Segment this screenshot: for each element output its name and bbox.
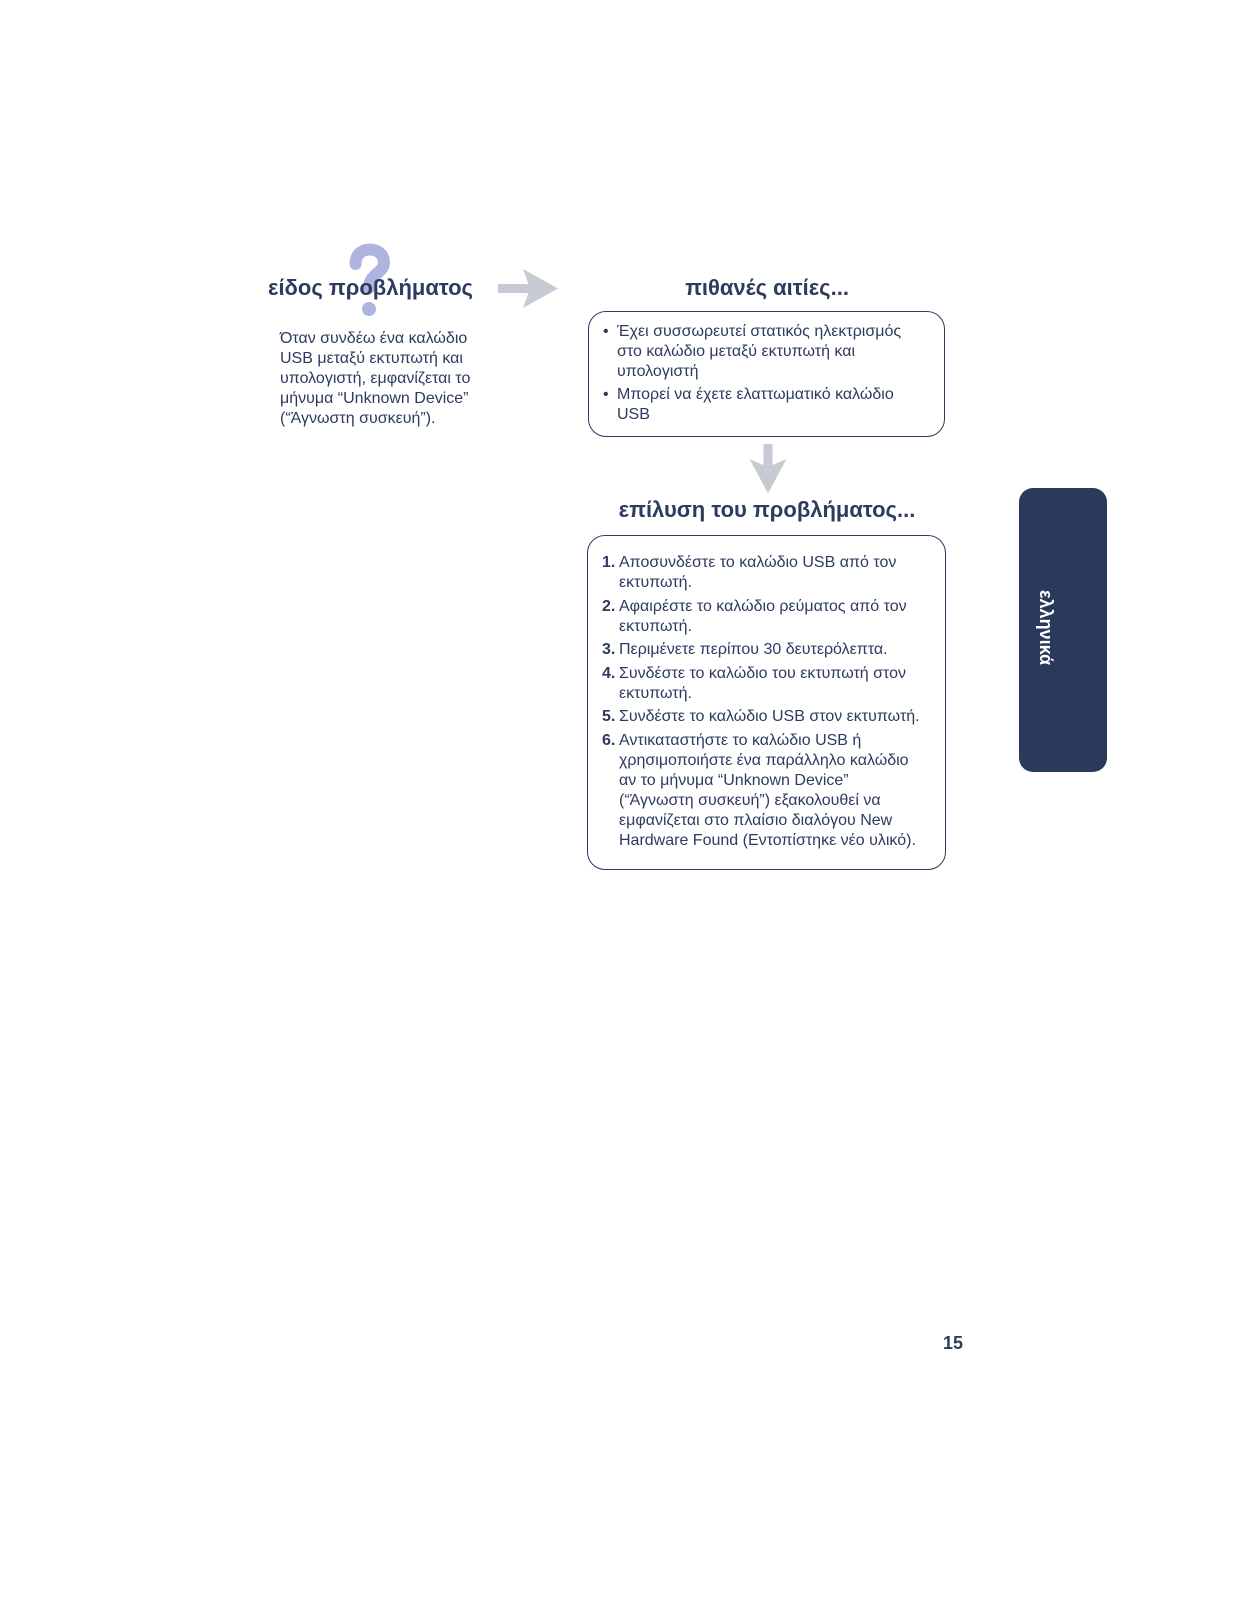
- bullet: •: [603, 386, 609, 403]
- step-line: εκτυπωτή.: [619, 617, 692, 635]
- solution-box: [587, 535, 946, 870]
- description-line: μήνυμα “Unknown Device”: [280, 390, 469, 407]
- step-line: εκτυπωτή.: [619, 684, 692, 702]
- solution-step: [602, 597, 945, 637]
- step-line: Συνδέστε το καλώδιο USB στον εκτυπωτή.: [619, 708, 920, 725]
- step-text: [619, 553, 896, 593]
- arrow-right-icon: [497, 268, 559, 308]
- language-tab-label: ελληνικά: [1036, 590, 1056, 666]
- step-text: [619, 731, 916, 851]
- step-text: [619, 664, 906, 704]
- cause-line: υπολογιστή: [617, 363, 699, 380]
- solution-step: [602, 553, 945, 593]
- cause-text: [617, 322, 901, 382]
- causes-heading: πιθανές αιτίες...: [685, 275, 849, 300]
- description-line: Όταν συνδέω ένα καλώδιο: [280, 330, 468, 347]
- step-number: 1.: [602, 554, 616, 571]
- step-number: 3.: [602, 641, 616, 658]
- step-number: 4.: [602, 664, 616, 682]
- solution-step: [602, 640, 945, 660]
- page-number: 15: [943, 1333, 964, 1353]
- step-number: 2.: [602, 597, 616, 615]
- step-line: Hardware Found (Εντοπίστηκε νέο υλικό).: [619, 831, 916, 849]
- step-line: Περιμένετε περίπου 30 δευτερόλεπτα.: [619, 641, 888, 658]
- step-text: [619, 640, 888, 660]
- cause-text: [617, 385, 894, 425]
- cause-line: στο καλώδιο μεταξύ εκτυπωτή και: [617, 343, 856, 360]
- cause-item: [603, 385, 944, 425]
- step-line: χρησιμοποιήστε ένα παράλληλο καλώδιο: [619, 751, 909, 769]
- cause-line: Έχει συσσωρευτεί στατικός ηλεκτρισμός: [617, 323, 902, 340]
- description-line: (“Άγνωστη συσκευή”).: [280, 410, 436, 427]
- cause-item: [603, 322, 944, 382]
- step-number: 5.: [602, 708, 616, 725]
- step-line: αν το μήνυμα “Unknown Device”: [619, 771, 849, 789]
- step-number: 6.: [602, 731, 616, 749]
- problem-heading: είδος προβλήματος: [268, 275, 473, 300]
- solution-step: [602, 707, 945, 727]
- description-line: υπολογιστή, εμφανίζεται το: [280, 370, 471, 387]
- solution-step: [602, 664, 945, 704]
- step-text: [619, 707, 920, 727]
- bullet: •: [603, 323, 609, 340]
- problem-description: [280, 329, 470, 429]
- step-line: Αφαιρέστε το καλώδιο ρεύματος από τον: [619, 597, 907, 615]
- solution-step: [602, 731, 945, 851]
- step-line: Αντικαταστήστε το καλώδιο USB ή: [619, 731, 862, 749]
- step-text: [619, 597, 907, 637]
- description-line: USB μεταξύ εκτυπωτή και: [280, 350, 463, 367]
- step-line: (“Άγνωστη συσκευή”) εξακολουθεί να: [619, 791, 881, 809]
- solution-heading: επίλυση του προβλήματος...: [618, 497, 916, 522]
- step-line: εκτυπωτή.: [619, 574, 692, 591]
- cause-line: USB: [617, 406, 650, 423]
- cause-line: Μπορεί να έχετε ελαττωματικό καλώδιο: [617, 386, 894, 403]
- step-line: Αποσυνδέστε το καλώδιο USB από τον: [619, 554, 897, 571]
- step-line: εμφανίζεται στο πλαίσιο διαλόγου New: [619, 811, 893, 829]
- arrow-down-icon: [749, 444, 787, 494]
- causes-box: [588, 311, 945, 437]
- step-line: Συνδέστε το καλώδιο του εκτυπωτή στον: [619, 664, 906, 682]
